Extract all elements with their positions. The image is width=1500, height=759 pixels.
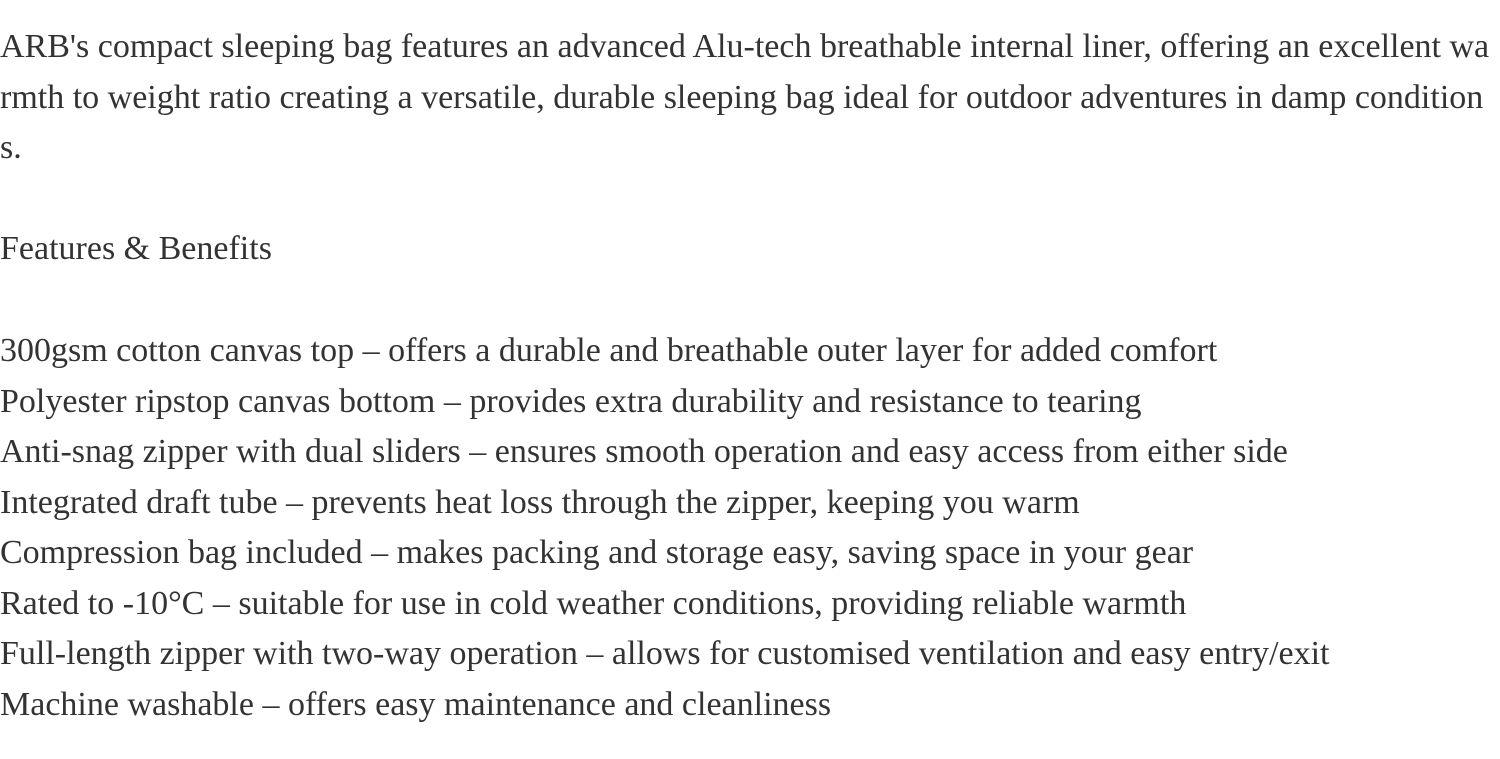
feature-item: Integrated draft tube – prevents heat loss through the zipper, keeping you warm (0, 483, 1080, 521)
feature-item: Polyester ripstop canvas bottom – provides extra durability and resistance to tearing (0, 382, 1142, 420)
feature-item: Compression bag included – makes packing and storage easy, saving space in your gear (0, 534, 1194, 571)
intro-paragraph: ARB's compact sleeping bag features an advanced Alu-tech breathable internal liner, offering an excellent warmth to weight ratio creating a versatile, durable sleeping bag ideal for outdoor adventures in damp conditions. (0, 28, 1490, 166)
feature-item: Machine washable – offers easy maintenance and cleanliness (0, 685, 832, 723)
features-heading: Features & Benefits (0, 229, 272, 267)
feature-item: Full-length zipper with two-way operation – allows for customised ventilation and easy entry/exit (0, 635, 1330, 672)
feature-item: 300gsm cotton canvas top – offers a durable and breathable outer layer for added comfort (0, 332, 1218, 369)
product-description (0, 22, 1500, 730)
features-list (0, 326, 1500, 730)
feature-item: Rated to -10°C – suitable for use in cold weather conditions, providing reliable warmth (0, 584, 1187, 622)
feature-item: Anti-snag zipper with dual sliders – ensures smooth operation and easy access from either side (0, 433, 1288, 470)
